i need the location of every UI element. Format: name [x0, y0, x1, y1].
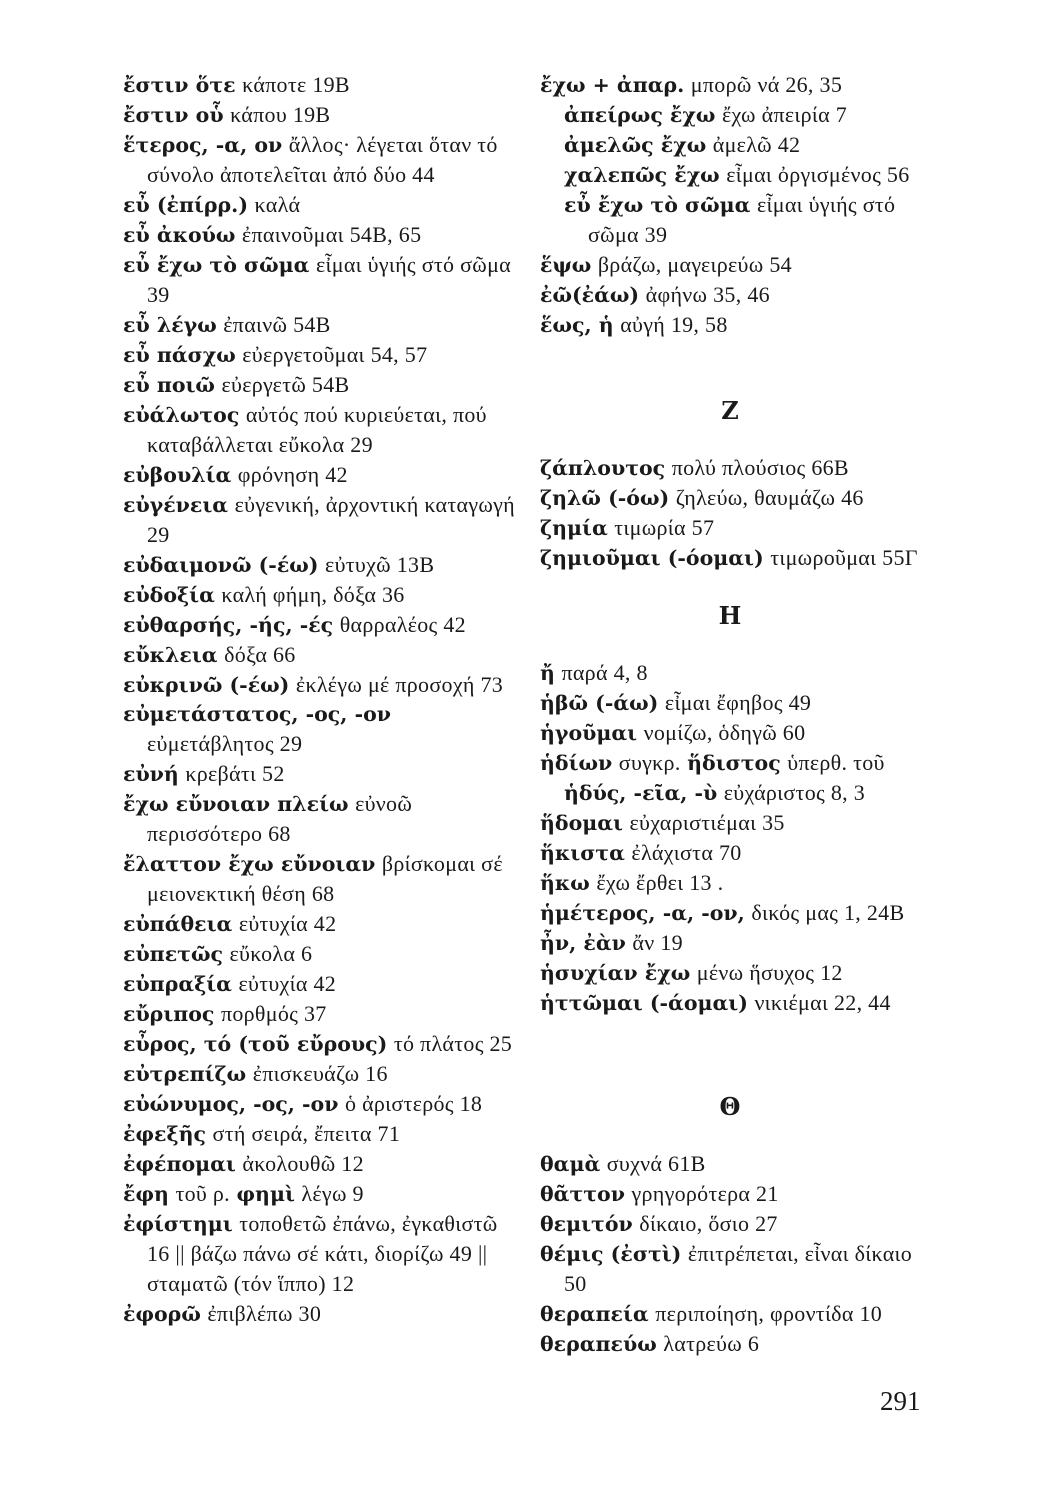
entry-headword: ἔχω εὔνοιαν πλείω	[123, 792, 349, 816]
entry-translation: τό πλάτος 25	[393, 1031, 513, 1056]
entry-headword: ἡσυχίαν ἔχω	[540, 961, 691, 985]
entry-translation: κρεβάτι 52	[185, 761, 285, 786]
entry-headword: ἦν, ἐὰν	[540, 931, 626, 955]
section-letter-h: Η	[718, 601, 742, 630]
entry-translation: δόξα 66	[224, 642, 296, 667]
entry-translation: παρά 4, 8	[561, 660, 648, 685]
index-entry	[540, 1239, 940, 1299]
entry-headword: εὖ ἔχω τὸ σῶμα	[564, 193, 751, 217]
entry-headword: ἕτερος, -α, ον	[123, 133, 283, 157]
entry-headword: ἀμελῶς ἔχω	[564, 133, 707, 157]
entry-headword: εὐάλωτος	[123, 403, 240, 427]
entry-headword: εὔκλεια	[123, 643, 218, 667]
entry-headword: ἥκω	[540, 871, 590, 895]
entry-translation: δίκαιο, ὅσιο 27	[639, 1211, 778, 1236]
entry-headword: εὖρος, τό (τοῦ εὔρους)	[123, 1032, 388, 1056]
entry-translation: βράζω, μαγειρεύω 54	[597, 252, 792, 277]
entry-translation: λέγω 9	[301, 1181, 364, 1206]
index-entry	[123, 670, 523, 700]
section-letter-th: Θ	[719, 1092, 741, 1121]
entry-translation: περιποίηση, φροντίδα 10	[655, 1301, 883, 1326]
entry-translation: ἐπιβλέπω 30	[207, 1301, 322, 1326]
index-entry	[540, 688, 940, 718]
index-entry	[123, 849, 523, 909]
entry-translation: ἐπιτρέπεται, εἶναι δίκαιο 50	[564, 1241, 913, 1296]
index-entry	[540, 658, 940, 688]
index-entry	[123, 759, 523, 789]
entry-headword: ἐφέπομαι	[123, 1152, 236, 1176]
entry-headword: θεραπεία	[540, 1302, 649, 1326]
entry-headword: ἔστιν ὅτε	[123, 73, 236, 97]
entry-translation: αὐτός πού κυριεύεται, πού καταβάλλεται εὔκολα 29	[147, 402, 487, 457]
entry-headword: ἥκιστα	[540, 841, 625, 865]
entry-headword: ἡδίων	[540, 751, 613, 775]
entry-translation: κάπου 19Β	[230, 102, 331, 127]
index-entry	[123, 610, 523, 640]
entry-headword: εὐπετῶς	[123, 942, 223, 966]
index-entry	[123, 789, 523, 849]
index-entry	[123, 1119, 523, 1149]
index-entry	[123, 550, 523, 580]
entry-headword: ζάπλουτος	[540, 456, 666, 480]
entry-translation: νομίζω, ὁδηγῶ 60	[643, 720, 806, 745]
index-entry	[123, 1299, 523, 1329]
entry-headword: εὐδοξία	[123, 583, 215, 607]
entry-translation: εὐεργετῶ 54Β	[221, 372, 350, 397]
entries-group-e	[540, 70, 940, 340]
entry-headword: ἥδιστος	[687, 751, 781, 775]
entry-headword: ἡμέτερος, -α, -ον,	[540, 901, 745, 925]
entry-headword: θεραπεύω	[540, 1332, 657, 1356]
index-entry	[540, 190, 940, 250]
entry-translation: αὐγή 19, 58	[620, 312, 728, 337]
entry-translation: ἄλλος· λέγεται ὅταν τό σύνολο ἀποτελεῖται ἀπό δύο 44	[147, 132, 498, 187]
entry-translation: τοποθετῶ ἐπάνω, ἐγκαθιστῶ 16 || βάζω πάνω σέ κάτι, διορίζω 49 || σταματῶ (τόν ἵππο) 12	[147, 1211, 498, 1296]
entry-translation: ἀκολουθῶ 12	[242, 1151, 364, 1176]
entry-translation: κάποτε 19Β	[242, 72, 350, 97]
entry-headword: θέμις (ἐστὶ)	[540, 1242, 682, 1266]
index-entry	[123, 939, 523, 969]
entry-translation: νικιέμαι 22, 44	[754, 990, 891, 1015]
entry-headword: ἐφεξῆς	[123, 1122, 207, 1146]
entry-translation: εἶμαι ἔφηβος 49	[664, 690, 812, 715]
index-entry	[540, 160, 940, 190]
entry-translation: ἄν 19	[632, 930, 683, 955]
entry-translation: εἶμαι ὀργισμένος 56	[726, 162, 910, 187]
entry-translation: εὐνοῶ περισσότερο 68	[147, 791, 413, 846]
index-entry	[123, 1209, 523, 1299]
entries-group-z	[540, 453, 940, 573]
index-entry	[540, 1299, 940, 1329]
entry-headword: εὐδαιμονῶ (-έω)	[123, 553, 319, 577]
page-number: 291	[880, 1386, 921, 1416]
index-entry	[540, 868, 940, 898]
entry-headword: εὔριπος	[123, 1002, 215, 1026]
index-entry	[540, 70, 940, 100]
entry-headword: εὐβουλία	[123, 463, 232, 487]
entry-translation: πολύ πλούσιος 66Β	[671, 455, 849, 480]
index-entry	[123, 1029, 523, 1059]
entry-translation: τοῦ ρ.	[175, 1181, 230, 1206]
index-entry	[540, 483, 940, 513]
entry-translation: συχνά 61Β	[606, 1151, 706, 1176]
index-entry	[123, 700, 523, 759]
entry-headword: ἀπείρως ἔχω	[564, 103, 716, 127]
entry-translation: εὔκολα 6	[229, 941, 313, 966]
index-entry	[540, 898, 940, 928]
index-entry	[123, 1059, 523, 1089]
entry-translation: εὐχάριστος 8, 3	[723, 780, 866, 805]
entry-headword: εὖ ἀκούω	[123, 223, 236, 247]
entry-translation: εἶμαι ὑγιής στό σῶμα 39	[588, 192, 896, 247]
entry-translation: ἀφήνω 35, 46	[645, 282, 770, 307]
index-entry	[540, 310, 940, 340]
right-column	[540, 70, 940, 1359]
entry-headword: φημὶ	[236, 1182, 295, 1206]
index-entry	[123, 640, 523, 670]
index-entry	[540, 808, 940, 838]
index-entry	[540, 453, 940, 483]
index-entry	[123, 70, 523, 100]
entry-headword: ἡδύς, -εῖα, -ὺ	[564, 781, 718, 805]
entry-headword: ἔχω + ἀπαρ.	[540, 73, 685, 97]
index-entry	[123, 969, 523, 999]
entry-translation: ἔχω ἀπειρία 7	[721, 102, 848, 127]
entry-translation: τιμωρία 57	[614, 515, 715, 540]
entry-translation: εὐτυχία 42	[238, 911, 337, 936]
entry-translation: ὑπερθ. τοῦ	[787, 750, 885, 775]
index-entry	[123, 1179, 523, 1209]
entry-headword: θᾶττον	[540, 1182, 625, 1206]
index-entry	[123, 250, 523, 310]
entry-headword: ἡγοῦμαι	[540, 721, 638, 745]
entry-translation: καλή φήμη, δόξα 36	[221, 582, 405, 607]
index-entry	[540, 513, 940, 543]
entry-headword: ἔφη	[123, 1182, 169, 1206]
entry-translation: ἐπαινοῦμαι 54Β, 65	[241, 222, 422, 247]
index-entry	[540, 928, 940, 958]
index-entry	[540, 1329, 940, 1359]
entry-translation: ἐπαινῶ 54Β	[223, 312, 331, 337]
index-entry	[540, 988, 940, 1018]
index-entry	[123, 400, 523, 460]
index-entry	[123, 580, 523, 610]
index-entry	[123, 1149, 523, 1179]
entry-translation: εὐμετάβλητος 29	[147, 731, 303, 756]
index-entry	[123, 909, 523, 939]
index-entry	[540, 958, 940, 988]
entry-headword: ζημία	[540, 516, 608, 540]
entry-headword: εὐπάθεια	[123, 912, 233, 936]
entry-headword: ἐῶ(ἐάω)	[540, 283, 640, 307]
index-entry	[540, 1149, 940, 1179]
entry-headword: θαμὰ	[540, 1152, 601, 1176]
entry-headword: εὖ λέγω	[123, 313, 217, 337]
index-entry	[123, 310, 523, 340]
index-entry	[123, 999, 523, 1029]
entry-headword: ἤ	[540, 661, 555, 685]
entry-translation: φρόνηση 42	[237, 462, 348, 487]
index-entry	[540, 748, 940, 778]
index-entry	[540, 280, 940, 310]
entry-translation: καλά	[254, 192, 301, 217]
entry-headword: εὐνή	[123, 762, 179, 786]
index-entry	[123, 1089, 523, 1119]
entry-headword: ζηλῶ (-όω)	[540, 486, 670, 510]
entry-headword: εὖ ἔχω τὸ σῶμα	[123, 253, 310, 277]
entry-translation: ἔχω ἔρθει 13 .	[596, 870, 724, 895]
entry-headword: ζημιοῦμαι (-όομαι)	[540, 546, 764, 570]
entry-headword: ἕψω	[540, 253, 592, 277]
entry-translation: στή σειρά, ἔπειτα 71	[212, 1121, 401, 1146]
entry-headword: εὐώνυμος, -ος, -ον	[123, 1092, 339, 1116]
entry-translation: εὐτυχία 42	[238, 971, 337, 996]
entry-headword: εὐτρεπίζω	[123, 1062, 247, 1086]
entry-translation: συγκρ.	[618, 750, 681, 775]
section-letter-z: Ζ	[721, 396, 739, 425]
entry-headword: ἔλαττον ἔχω εὔνοιαν	[123, 852, 376, 876]
entries-group-h	[540, 658, 940, 1018]
index-entry	[123, 190, 523, 220]
entry-headword: ἡττῶμαι (-άομαι)	[540, 991, 748, 1015]
index-entry	[123, 460, 523, 490]
index-entry	[540, 100, 940, 130]
entry-headword: εὐγένεια	[123, 493, 229, 517]
index-entry	[540, 130, 940, 160]
entry-translation: ἀμελῶ 42	[712, 132, 801, 157]
entry-translation: εὐτυχῶ 13Β	[325, 552, 435, 577]
entry-translation: λατρεύω 6	[663, 1331, 760, 1356]
entry-translation: πορθμός 37	[220, 1001, 327, 1026]
entry-translation: εὐεργετοῦμαι 54, 57	[242, 342, 428, 367]
entry-headword: ἐφορῶ	[123, 1302, 201, 1326]
entry-headword: εὐθαρσής, -ής, -ές	[123, 613, 334, 637]
entry-headword: ἕως, ἡ	[540, 313, 614, 337]
entry-headword: ἔστιν οὗ	[123, 103, 224, 127]
entry-headword: ἥδομαι	[540, 811, 623, 835]
entry-headword: εὐμετάστατος, -ος, -ον	[123, 702, 391, 726]
left-column	[123, 70, 523, 1329]
entry-translation: ἐπισκευάζω 16	[252, 1061, 388, 1086]
entry-headword: χαλεπῶς ἔχω	[564, 163, 720, 187]
index-entry	[540, 838, 940, 868]
entry-translation: γρηγορότερα 21	[631, 1181, 779, 1206]
entry-headword: θεμιτόν	[540, 1212, 633, 1236]
entry-headword: εὖ πάσχω	[123, 343, 236, 367]
entry-translation: εἶμαι ὑγιής στό σῶμα 39	[147, 252, 511, 307]
entry-headword: εὖ ποιῶ	[123, 373, 215, 397]
entry-headword: εὐπραξία	[123, 972, 232, 996]
index-entry	[123, 220, 523, 250]
index-entry	[540, 718, 940, 748]
index-entry	[540, 1209, 940, 1239]
index-entry	[123, 490, 523, 550]
entry-translation: τιμωροῦμαι 55Γ	[770, 545, 918, 570]
entry-translation: ζηλεύω, θαυμάζω 46	[675, 485, 864, 510]
entry-translation: βρίσκομαι σέ μειονεκτική θέση 68	[147, 851, 503, 906]
entry-translation: ἐλάχιστα 70	[631, 840, 742, 865]
entry-headword: ἐφίστημι	[123, 1212, 233, 1236]
index-entry	[540, 250, 940, 280]
entry-translation: ἐκλέγω μέ προσοχή 73	[295, 672, 504, 697]
entry-headword: εὐκρινῶ (-έω)	[123, 673, 290, 697]
index-entry	[123, 370, 523, 400]
index-entry	[123, 130, 523, 190]
index-entry	[123, 100, 523, 130]
entry-translation: δικός μας 1, 24Β	[751, 900, 905, 925]
entry-translation: εὐγενική, ἀρχοντική καταγωγή 29	[147, 492, 515, 547]
entry-translation: θαρραλέος 42	[339, 612, 466, 637]
entry-headword: εὖ (ἐπίρρ.)	[123, 193, 249, 217]
entry-translation: ὁ ἀριστερός 18	[344, 1091, 483, 1116]
index-entry	[540, 778, 940, 808]
entry-translation: μπορῶ νά 26, 35	[690, 72, 843, 97]
index-entry	[540, 543, 940, 573]
entry-translation: μένω ἥσυχος 12	[696, 960, 843, 985]
entries-group-th	[540, 1149, 940, 1359]
entry-headword: ἡβῶ (-άω)	[540, 691, 659, 715]
entry-translation: εὐχαριστιέμαι 35	[629, 810, 785, 835]
index-entry	[540, 1179, 940, 1209]
index-entry	[123, 340, 523, 370]
